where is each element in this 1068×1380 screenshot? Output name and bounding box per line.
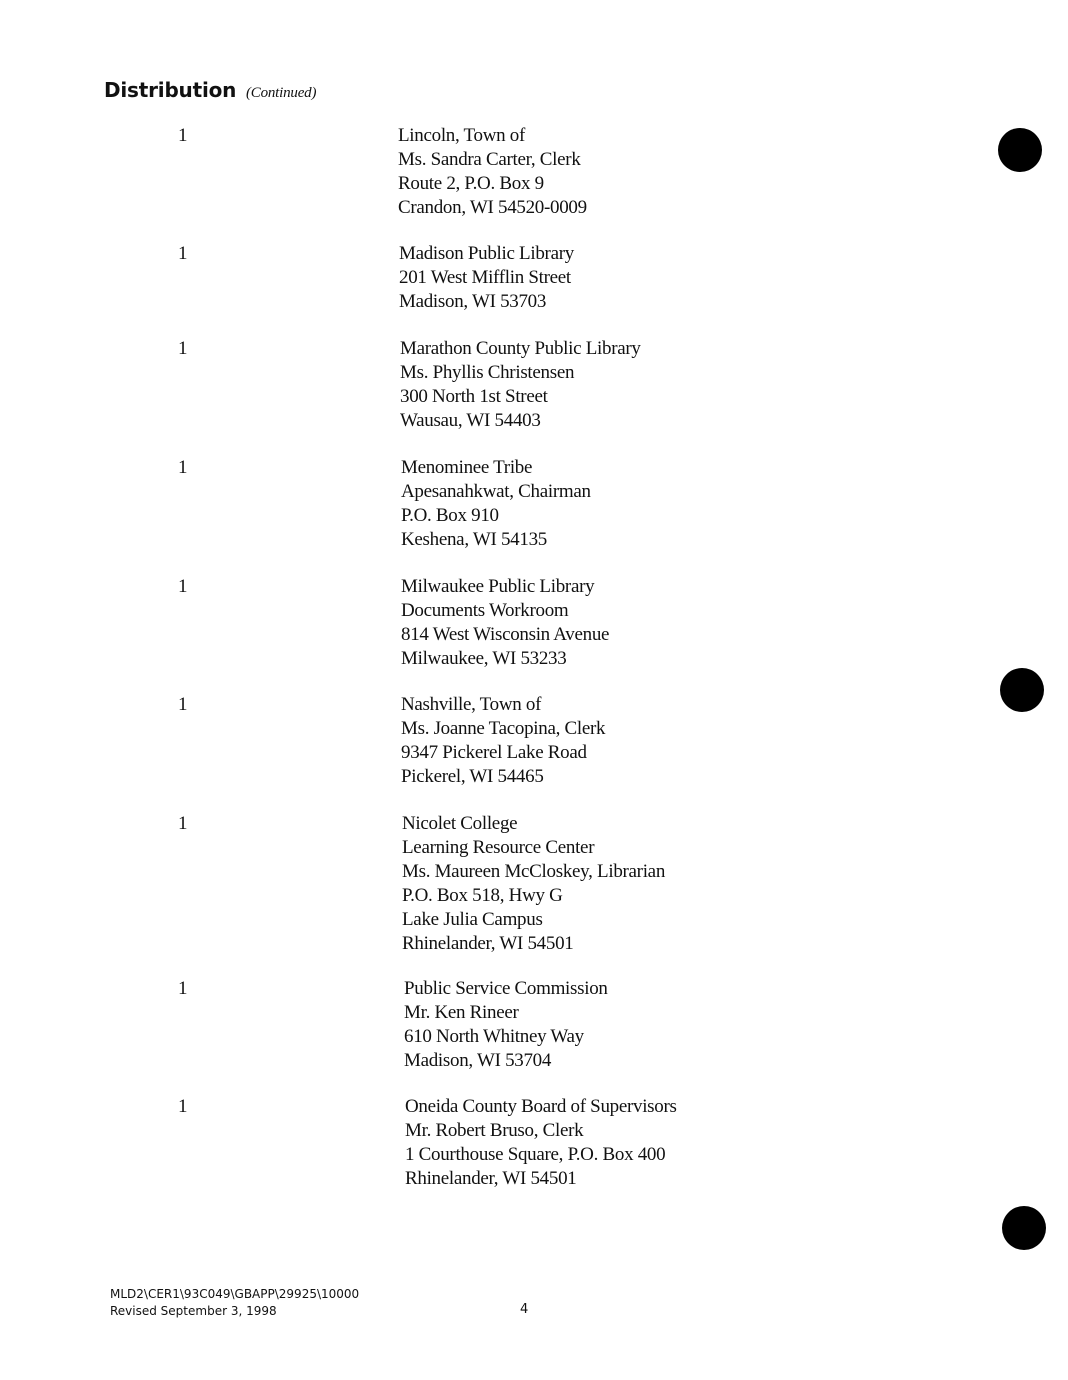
address-block xyxy=(404,977,608,1073)
copy-count: 1 xyxy=(178,243,188,264)
address-line: Keshena, WI 54135 xyxy=(401,529,547,550)
page-heading xyxy=(104,78,316,102)
address-block xyxy=(402,812,665,956)
address-line: Madison, WI 53704 xyxy=(404,1050,552,1071)
address-line: Lake Julia Campus xyxy=(402,909,543,930)
recipient-name: Oneida County Board of Supervisors xyxy=(405,1096,677,1117)
address-line: 1 Courthouse Square, P.O. Box 400 xyxy=(405,1144,666,1165)
address-line: P.O. Box 518, Hwy G xyxy=(402,885,563,906)
page-number: 4 xyxy=(520,1302,529,1317)
address-line: 610 North Whitney Way xyxy=(404,1026,584,1047)
copy-count: 1 xyxy=(178,1096,188,1117)
address-line: 300 North 1st Street xyxy=(400,386,548,407)
heading-title: Distribution xyxy=(104,78,237,102)
heading-subtitle: (Continued) xyxy=(245,85,317,101)
recipient-name: Marathon County Public Library xyxy=(400,338,641,359)
copy-count: 1 xyxy=(178,457,188,478)
address-line: 201 West Mifflin Street xyxy=(399,267,571,288)
address-line: Rhinelander, WI 54501 xyxy=(405,1168,577,1189)
address-block xyxy=(399,242,574,314)
address-line: 814 West Wisconsin Avenue xyxy=(401,624,610,645)
footer-revised: Revised September 3, 1998 xyxy=(110,1304,277,1318)
address-line: Rhinelander, WI 54501 xyxy=(402,933,574,954)
address-block xyxy=(398,124,587,220)
address-block xyxy=(401,575,609,671)
copy-count: 1 xyxy=(178,813,188,834)
address-line: Learning Resource Center xyxy=(402,837,595,858)
address-line: Mr. Ken Rineer xyxy=(404,1002,519,1023)
recipient-name: Nashville, Town of xyxy=(401,694,542,715)
address-line: 9347 Pickerel Lake Road xyxy=(401,742,587,763)
copy-count: 1 xyxy=(178,576,188,597)
address-line: Milwaukee, WI 53233 xyxy=(401,648,567,669)
address-line: Apesanahkwat, Chairman xyxy=(401,481,591,502)
binder-hole-middle xyxy=(1000,668,1044,712)
recipient-name: Lincoln, Town of xyxy=(398,125,526,146)
address-line: Pickerel, WI 54465 xyxy=(401,766,544,787)
recipient-name: Nicolet College xyxy=(402,813,518,834)
copy-count: 1 xyxy=(178,338,188,359)
footer-path: MLD2\CER1\93C049\GBAPP\29925\10000 xyxy=(110,1287,360,1301)
address-line: Ms. Phyllis Christensen xyxy=(400,362,575,383)
binder-hole-top xyxy=(998,128,1042,172)
address-line: Crandon, WI 54520-0009 xyxy=(398,197,587,218)
address-line: Documents Workroom xyxy=(401,600,569,621)
address-block xyxy=(400,337,641,433)
address-line: Ms. Sandra Carter, Clerk xyxy=(398,149,581,170)
address-block xyxy=(401,693,605,789)
address-block xyxy=(405,1095,677,1191)
recipient-name: Madison Public Library xyxy=(399,243,574,264)
footer xyxy=(110,1286,359,1320)
copy-count: 1 xyxy=(178,694,188,715)
copy-count: 1 xyxy=(178,125,188,146)
address-line: Madison, WI 53703 xyxy=(399,291,547,312)
recipient-name: Public Service Commission xyxy=(404,978,608,999)
address-line: Mr. Robert Bruso, Clerk xyxy=(405,1120,584,1141)
address-line: Ms. Maureen McCloskey, Librarian xyxy=(402,861,666,882)
recipient-name: Milwaukee Public Library xyxy=(401,576,595,597)
address-line: P.O. Box 910 xyxy=(401,505,499,526)
address-line: Route 2, P.O. Box 9 xyxy=(398,173,544,194)
address-line: Wausau, WI 54403 xyxy=(400,410,541,431)
binder-hole-bottom xyxy=(1002,1206,1046,1250)
copy-count: 1 xyxy=(178,978,188,999)
recipient-name: Menominee Tribe xyxy=(401,457,533,478)
address-block xyxy=(401,456,591,552)
address-line: Ms. Joanne Tacopina, Clerk xyxy=(401,718,606,739)
